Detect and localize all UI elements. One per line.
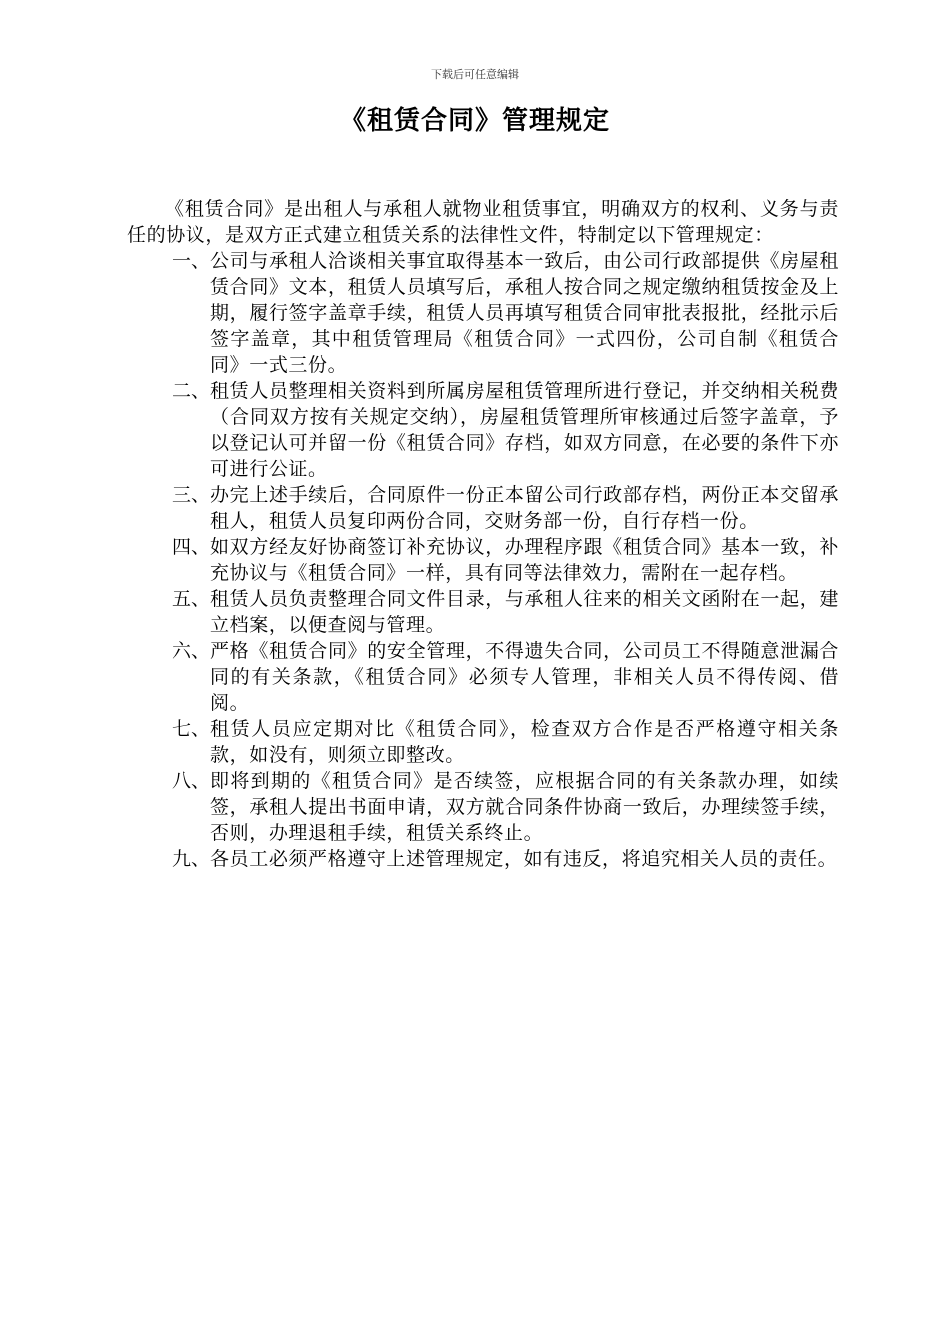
list-item-text: 租赁人员负责整理合同文件目录，与承租人往来的相关文函附在一起，建立档案，以便查阅与管理。	[210, 588, 839, 636]
list-item	[172, 248, 839, 378]
regulation-list	[127, 248, 839, 872]
list-item-text: 公司与承租人洽谈相关事宜取得基本一致后，由公司行政部提供《房屋租赁合同》文本，租赁人员填写后，承租人按合同之规定缴纳租赁按金及上期，履行签字盖章手续，租赁人员再填写租赁合同审批表报批，经批示后签字盖章，其中租赁管理局《租赁合同》一式四份，公司自制《租赁合同》一式三份。	[210, 250, 839, 376]
list-item-text: 租赁人员应定期对比《租赁合同》，检查双方合作是否严格遵守相关条款，如没有，则须立即整改。	[210, 718, 839, 766]
list-item	[172, 638, 839, 716]
header-note: 下载后可任意编辑	[431, 68, 519, 81]
list-item-number: 八、	[172, 770, 211, 792]
list-item	[172, 846, 839, 872]
list-item-text: 各员工必须严格遵守上述管理规定，如有违反，将追究相关人员的责任。	[210, 848, 838, 870]
list-item-text: 即将到期的《租赁合同》是否续签，应根据合同的有关条款办理，如续签，承租人提出书面申请，双方就合同条件协商一致后，办理续签手续，否则，办理退租手续，租赁关系终止。	[210, 770, 839, 844]
document-title: 《租赁合同》管理规定	[339, 106, 610, 136]
list-item	[172, 534, 839, 586]
list-item	[172, 378, 839, 482]
list-item-number: 一、	[172, 250, 211, 272]
list-item-number: 七、	[172, 718, 211, 740]
list-item-number: 五、	[172, 588, 211, 610]
list-item-text: 严格《租赁合同》的安全管理，不得遗失合同，公司员工不得随意泄漏合同的有关条款，《租赁合同》必须专人管理，非相关人员不得传阅、借阅。	[210, 640, 839, 714]
intro-paragraph: 《租赁合同》是出租人与承租人就物业租赁事宜，明确双方的权利、义务与责任的协议，是双方正式建立租赁关系的法律性文件，特制定以下管理规定：	[127, 198, 839, 246]
list-item	[172, 482, 839, 534]
list-item-text: 租赁人员整理相关资料到所属房屋租赁管理所进行登记，并交纳相关税费（合同双方按有关规定交纳），房屋租赁管理所审核通过后签字盖章，予以登记认可并留一份《租赁合同》存档，如双方同意，在必要的条件下亦可进行公证。	[210, 380, 839, 480]
list-item	[172, 586, 839, 638]
list-item-number: 六、	[172, 640, 211, 662]
document-body	[127, 196, 839, 872]
list-item-number: 三、	[172, 484, 211, 506]
list-item-number: 二、	[172, 380, 211, 402]
list-item	[172, 716, 839, 768]
list-item-number: 四、	[172, 536, 211, 558]
list-item-number: 九、	[172, 848, 211, 870]
list-item-text: 办完上述手续后，合同原件一份正本留公司行政部存档，两份正本交留承租人，租赁人员复印两份合同，交财务部一份，自行存档一份。	[210, 484, 839, 532]
list-item-text: 如双方经友好协商签订补充协议，办理程序跟《租赁合同》基本一致，补充协议与《租赁合同》一样，具有同等法律效力，需附在一起存档。	[210, 536, 839, 584]
list-item	[172, 768, 839, 846]
